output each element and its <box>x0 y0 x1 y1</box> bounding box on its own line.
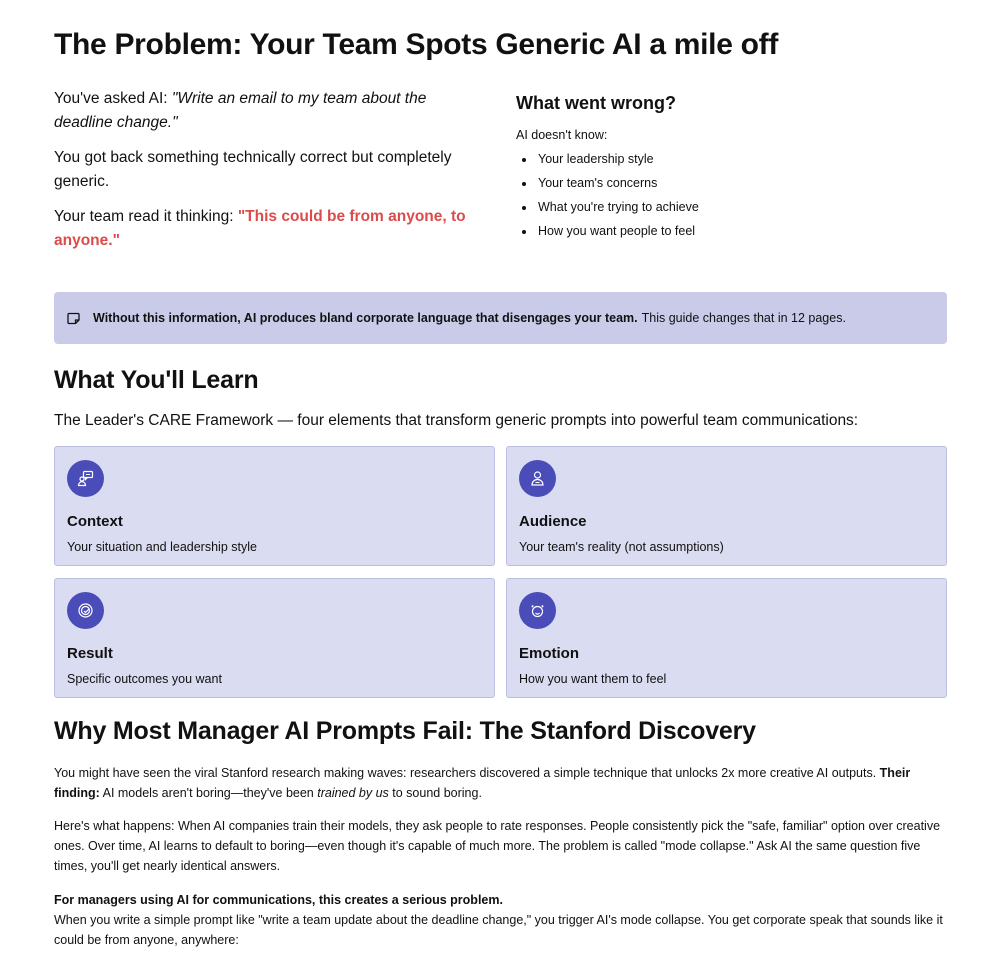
why-paragraph-2: Here's what happens: When AI companies train their models, they ask people to rate responses. People consistently pick the "safe, familiar" option over creative ones. Over time, AI learns to default to boring—even though it's capable of much more. The problem is called "mode collapse." Ask AI the same question five times, you'll get nearly identical answers. <box>54 819 941 873</box>
callout-text: This guide changes that in 12 pages. <box>641 311 846 325</box>
what-went-wrong <box>516 87 946 264</box>
card-desc: Specific outcomes you want <box>67 672 222 686</box>
person-icon <box>519 460 556 497</box>
text-run-italic: trained by us <box>317 786 389 800</box>
problem-story <box>54 87 474 264</box>
what-went-wrong-intro: AI doesn't know: <box>516 128 608 142</box>
heart-face-icon <box>519 592 556 629</box>
text-run: AI models aren't boring—they've been <box>99 786 318 800</box>
info-callout <box>54 292 947 344</box>
chat-bubbles-icon <box>67 460 104 497</box>
page-title: The Problem: Your Team Spots Generic AI a mile off <box>54 28 779 61</box>
card-audience <box>506 446 947 566</box>
why-body <box>54 763 947 950</box>
card-title: Result <box>67 645 113 662</box>
text-run: to sound boring. <box>388 786 482 800</box>
asked-prefix: You've asked AI: <box>54 90 172 107</box>
care-cards <box>54 446 947 698</box>
got-back-paragraph: You got back something technically correct but completely generic. <box>54 149 452 190</box>
card-title: Audience <box>519 513 587 530</box>
learn-lead: The Leader's CARE Framework — four elements that transform generic prompts into powerful team communications: <box>54 412 859 429</box>
problem-section <box>54 87 947 264</box>
what-went-wrong-list <box>516 150 946 240</box>
what-went-wrong-heading: What went wrong? <box>516 93 676 113</box>
reaction-quote: "This could be from anyone, to anyone." <box>54 208 466 249</box>
page <box>54 0 947 950</box>
target-icon <box>67 592 104 629</box>
why-heading: Why Most Manager AI Prompts Fail: The Stanford Discovery <box>54 717 756 745</box>
why-paragraph-1 <box>54 763 947 803</box>
card-context <box>54 446 495 566</box>
text-run: When you write a simple prompt like "write a team update about the deadline change," you trigger AI's mode collapse. You get corporate speak that sounds like it could be from anyone, anywhere: <box>54 913 943 947</box>
text-run-bold: For managers using AI for communications, this creates a serious problem. <box>54 893 503 907</box>
text-run: You might have seen the viral Stanford research making waves: researchers discovered a simple technique that unlocks 2x more creative AI outputs. <box>54 766 880 780</box>
card-desc: Your situation and leadership style <box>67 540 257 554</box>
card-title: Emotion <box>519 645 579 662</box>
reaction-prefix: Your team read it thinking: <box>54 208 238 225</box>
card-title: Context <box>67 513 123 530</box>
note-icon <box>67 312 80 325</box>
card-result <box>54 578 495 698</box>
card-desc: Your team's reality (not assumptions) <box>519 540 724 554</box>
list-item: • Your leadership style <box>536 150 946 168</box>
asked-paragraph <box>54 87 474 135</box>
list-item: • Your team's concerns <box>536 174 946 192</box>
list-item: • How you want people to feel <box>536 222 946 240</box>
list-item: • What you're trying to achieve <box>536 198 946 216</box>
reaction-paragraph <box>54 205 474 253</box>
callout-bold: Without this information, AI produces bland corporate language that disengages your team. <box>93 311 638 325</box>
asked-quote: "Write an email to my team about the deadline change." <box>54 90 427 131</box>
card-emotion <box>506 578 947 698</box>
why-paragraph-3 <box>54 890 947 950</box>
text-run-bold: Their finding: <box>54 766 911 800</box>
card-desc: How you want them to feel <box>519 672 667 686</box>
learn-heading: What You'll Learn <box>54 366 259 394</box>
